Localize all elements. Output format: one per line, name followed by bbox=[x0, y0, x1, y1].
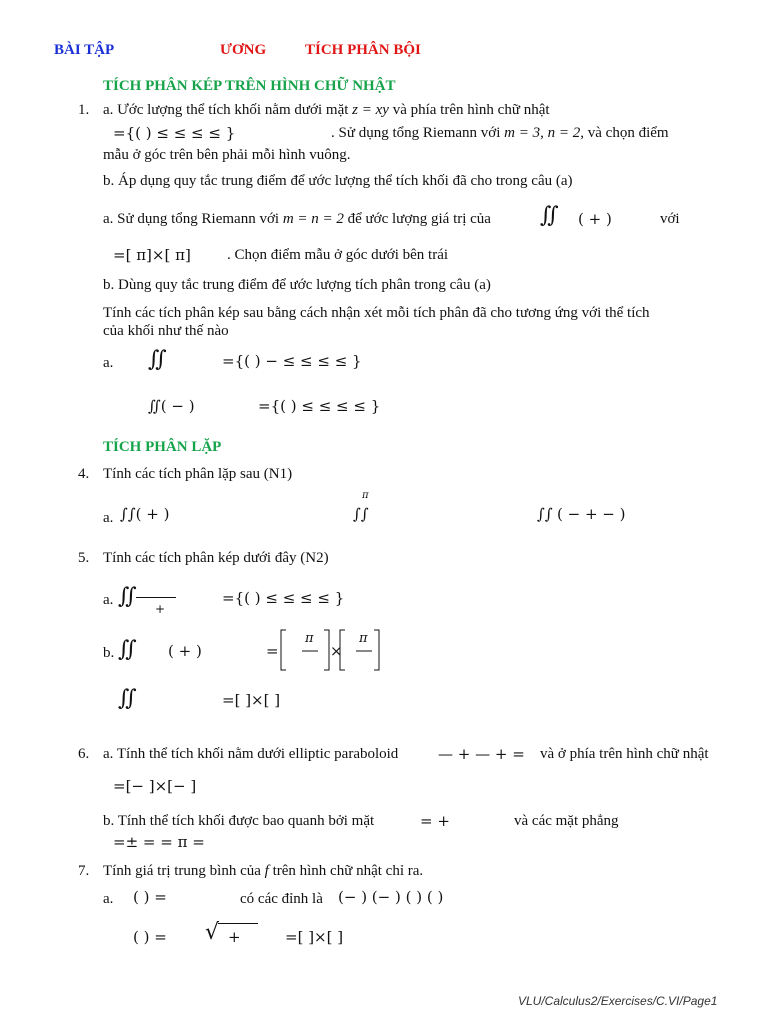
ex1-a-riemann-text: . Sử dụng tổng Riemann với bbox=[331, 125, 505, 141]
ex1-a-suffix: và phía trên hình chữ nhật bbox=[388, 102, 550, 118]
footer-text: VLU/Calculus2/Exercises/C.VI/Page1 bbox=[518, 994, 718, 1008]
ex4-text: Tính các tích phân lặp sau (N1) bbox=[103, 466, 293, 482]
ex5-b-label: b. bbox=[103, 645, 115, 661]
ex7-number: 7. bbox=[78, 863, 90, 879]
ex7-a-label: a. bbox=[103, 891, 114, 907]
title-right: TÍCH PHÂN BỘI bbox=[305, 42, 421, 58]
ex1-a-line3: mẫu ở góc trên bên phải mỗi hình vuông. bbox=[103, 147, 351, 163]
ex6-b-tail: và các mặt phẳng bbox=[514, 813, 619, 829]
ex6-number: 6. bbox=[78, 746, 90, 762]
ex5-b-pi-1: π bbox=[305, 631, 314, 646]
ex5-c-rect: =[ ]×[ ] bbox=[222, 691, 281, 709]
ex6-b-equation: = + bbox=[420, 812, 450, 830]
ex7-a-function: ( ) = bbox=[133, 888, 167, 906]
ex1-a-prefix: a. Ước lượng thể tích khối nằm dưới mặt bbox=[103, 102, 353, 118]
ex2-a-mn: m = n = 2 bbox=[282, 211, 344, 227]
ex5-b-bracket-1-open bbox=[281, 630, 286, 670]
ex3-line2: của khối như thế nào bbox=[103, 323, 229, 339]
ex1-a-line1 bbox=[103, 101, 550, 119]
ex5-a-label: a. bbox=[103, 592, 114, 608]
ex5-b-times: × bbox=[330, 642, 343, 660]
ex2-b-line: b. Dùng quy tắc trung điểm để ước lượng tích phân trong câu (a) bbox=[103, 277, 491, 293]
section2-heading: TÍCH PHÂN LẶP bbox=[103, 439, 222, 455]
ex2-a-integrand: ( + ) bbox=[578, 210, 612, 228]
section1-heading: TÍCH PHÂN KÉP TRÊN HÌNH CHỮ NHẬT bbox=[103, 78, 396, 94]
ex6-a-text: a. Tính thể tích khối nằm dưới elliptic paraboloid bbox=[103, 746, 399, 762]
ex4-right-integrand: ( − + − ) bbox=[557, 505, 626, 523]
ex2-a-mid: để ước lượng giá trị của bbox=[343, 211, 491, 227]
title-mid: ƯƠNG bbox=[220, 42, 267, 58]
ex5-b-pi-2: π bbox=[359, 631, 368, 646]
ex1-a-m: m = 3 bbox=[504, 125, 541, 141]
ex6-a-rect: =[− ]×[− ] bbox=[113, 777, 197, 795]
ex3-line1: Tính các tích phân kép sau bằng cách nhận xét mỗi tích phân đã cho tương ứng với thể tích bbox=[103, 305, 650, 321]
ex2-a-line1 bbox=[103, 210, 491, 228]
ex5-a-fraction-bar bbox=[136, 597, 176, 598]
ex4-a-label: a. bbox=[103, 510, 114, 526]
ex7-b-rect: =[ ]×[ ] bbox=[285, 928, 344, 946]
ex5-b-eq: = bbox=[266, 642, 279, 660]
ex1-number: 1. bbox=[78, 102, 90, 118]
ex6-a-equation: — + — + = bbox=[438, 745, 525, 763]
ex5-b-integrand: ( + ) bbox=[168, 642, 202, 660]
ex4-mid-upper-limit: π bbox=[362, 490, 369, 501]
ex3-a-region: ={( ) − ≤ ≤ ≤ ≤ } bbox=[222, 352, 362, 370]
ex5-a-denominator: + bbox=[155, 602, 166, 616]
ex4-mid-integral: ∫∫ bbox=[353, 505, 369, 523]
ex7-a-points: (− ) (− ) ( ) ( ) bbox=[338, 888, 444, 906]
ex5-a-region: ={( ) ≤ ≤ ≤ ≤ } bbox=[222, 589, 345, 607]
ex1-a-n: n = 2, bbox=[547, 125, 584, 141]
ex1-a-set: ={( ) ≤ ≤ ≤ ≤ } bbox=[113, 124, 236, 142]
ex7-f: f bbox=[264, 863, 269, 879]
ex5-number: 5. bbox=[78, 550, 90, 566]
ex3-a-double-integral: ∬ bbox=[148, 347, 167, 372]
ex6-b-planes: =± = = π = bbox=[113, 833, 205, 851]
ex7-b-sqrt: √ bbox=[205, 920, 220, 945]
ex5-b-bracket-2-close bbox=[374, 630, 379, 670]
ex7-text-post: trên hình chữ nhật chỉ ra. bbox=[268, 863, 424, 879]
ex7-a-text: có các đỉnh là bbox=[240, 891, 323, 907]
ex4-number: 4. bbox=[78, 466, 90, 482]
ex3-b-region: ={( ) ≤ ≤ ≤ ≤ } bbox=[258, 397, 381, 415]
ex5-a-double-integral: ∬ bbox=[118, 584, 137, 609]
ex1-a-comma: , bbox=[540, 125, 548, 141]
ex5-text: Tính các tích phân kép dưới đây (N2) bbox=[103, 550, 329, 566]
ex6-a-tail: và ở phía trên hình chữ nhật bbox=[540, 746, 709, 762]
ex7-b-sqrt-bar bbox=[218, 923, 258, 924]
ex3-b-integral: ∬( − ) bbox=[148, 397, 195, 415]
ex2-a-prefix: a. Sử dụng tổng Riemann với bbox=[103, 211, 283, 227]
title-left: BÀI TẬP bbox=[54, 42, 115, 58]
ex1-b-line: b. Áp dụng quy tắc trung điểm để ước lượng thể tích khối đã cho trong câu (a) bbox=[103, 173, 573, 189]
ex1-a-line2 bbox=[331, 124, 669, 142]
ex4-a-integral: ∫∫( + ) bbox=[120, 505, 170, 523]
ex4-right-integral: ∫∫ bbox=[537, 505, 553, 523]
ex1-a-eq: z = xy bbox=[352, 102, 389, 118]
ex7-b-sqrt-content: + bbox=[228, 928, 241, 946]
ex5-b-bracket-1-close bbox=[324, 630, 329, 670]
ex3-a-label: a. bbox=[103, 355, 114, 371]
ex2-a-voi: với bbox=[660, 211, 680, 227]
ex6-b-text: b. Tính thể tích khối được bao quanh bởi mặt bbox=[103, 813, 375, 829]
ex2-a-double-integral: ∬ bbox=[540, 203, 559, 228]
ex7-b-function: ( ) = bbox=[133, 928, 167, 946]
ex7-text bbox=[103, 862, 423, 880]
ex7-text-pre: Tính giá trị trung bình của bbox=[103, 863, 265, 879]
ex2-a-rect: =[ π]×[ π] bbox=[113, 246, 191, 264]
ex1-a-tail: và chọn điểm bbox=[584, 125, 669, 141]
ex5-b-double-integral: ∬ bbox=[118, 637, 137, 662]
ex2-a-line2-text: . Chọn điểm mẫu ở góc dưới bên trái bbox=[227, 247, 449, 263]
ex5-c-double-integral: ∬ bbox=[118, 686, 137, 711]
